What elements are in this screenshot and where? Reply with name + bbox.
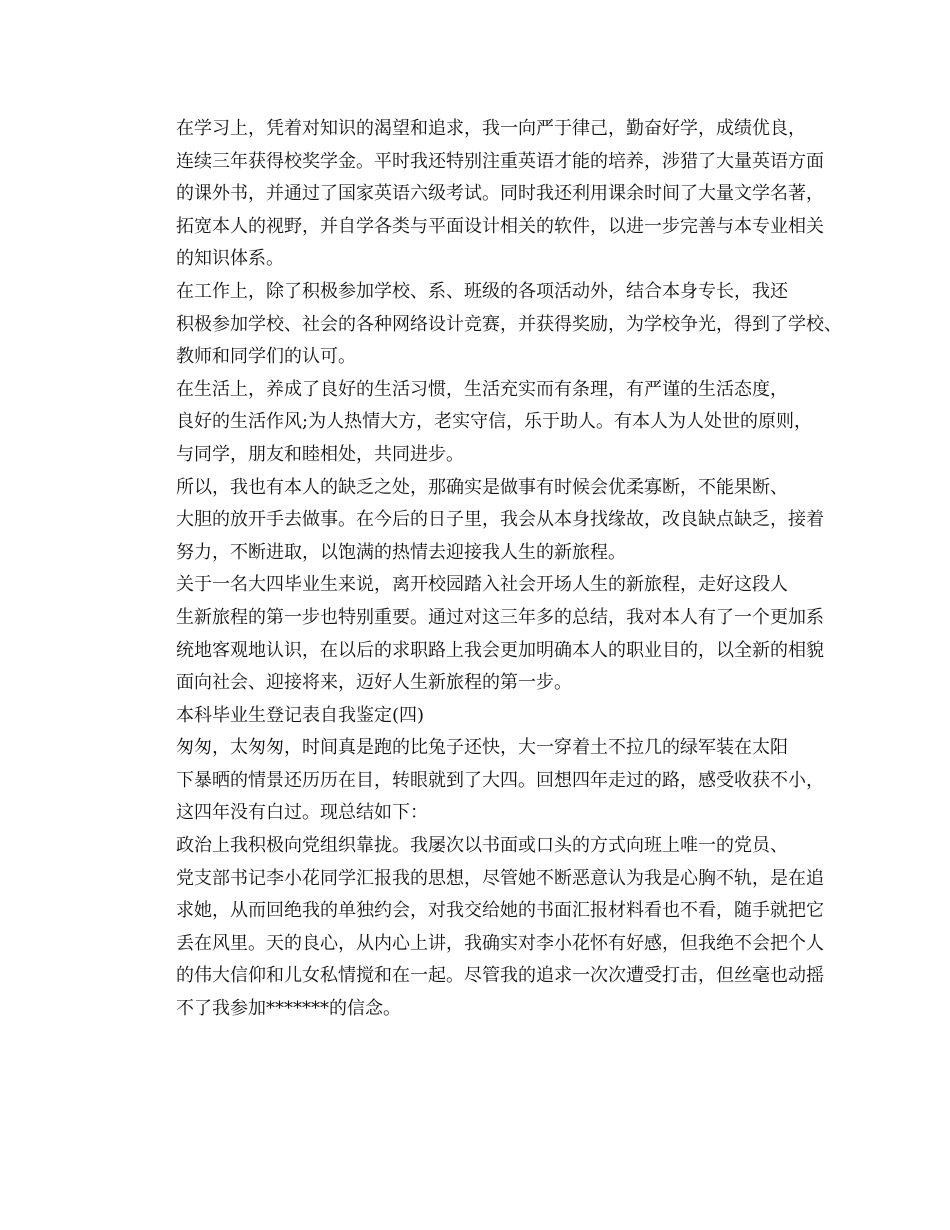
text-line: 本科毕业生登记表自我鉴定(四) [176,704,425,726]
paragraph [140,374,840,472]
text-line: 丢在风里。天的良心，从内心上讲，我确实对李小花怀有好感，但我绝不会把个人 [176,932,824,954]
text-line: 大胆的放开手去做事。在今后的日子里，我会从本身找缘故，改良缺点缺乏，接着 [176,509,824,531]
text-line: 匆匆，太匆匆，时间真是跑的比兔子还快，大一穿着土不拉几的绿军装在太阳 [176,737,788,759]
text-line: 下暴晒的情景还历历在目，转眼就到了大四。回想四年走过的路，感受收获不小， [176,769,824,791]
text-line: 统地客观地认识，在以后的求职路上我会更加明确本人的职业目的，以全新的相貌 [176,639,824,661]
text-line: 与同学，朋友和睦相处，共同进步。 [176,443,464,465]
text-line: 连续三年获得校奖学金。平时我还特别注重英语才能的培养，涉猎了大量英语方面 [176,150,824,172]
paragraph [140,276,840,374]
text-line: 不了我参加*******的信念。 [176,998,401,1020]
paragraph [140,472,840,570]
text-line: 的知识体系。 [176,248,284,270]
text-line: 关于一名大四毕业生来说，离开校园踏入社会开场人生的新旅程，走好这段人 [176,574,788,596]
text-line: 面向社会、迎接将来，迈好人生新旅程的第一步。 [176,672,572,694]
text-line: 在学习上，凭着对知识的渴望和追求，我一向严于律己，勤奋好学，成绩优良， [176,118,806,139]
text-line: 的伟大信仰和儿女私情搅和在一起。尽管我的追求一次次遭受打击，但丝毫也动摇 [176,965,824,987]
paragraph [140,113,840,276]
paragraph [140,569,840,699]
text-line: 党支部书记李小花同学汇报我的思想，尽管她不断恶意认为我是心胸不轨，是在追 [176,867,824,889]
paragraph [140,700,840,733]
text-line: 拓宽本人的视野，并自学各类与平面设计相关的软件，以进一步完善与本专业相关 [176,215,824,237]
text-line: 在工作上，除了积极参加学校、系、班级的各项活动外，结合本身专长，我还 [176,280,788,302]
text-line: 这四年没有白过。现总结如下： [176,802,428,824]
document-body [140,113,840,1026]
text-line: 在生活上，养成了良好的生活习惯，生活充实而有条理，有严谨的生活态度， [176,378,788,400]
paragraph [140,830,840,1026]
text-line: 积极参加学校、社会的各种网络设计竞赛，并获得奖励，为学校争光，得到了学校、 [176,313,842,335]
text-line: 求她，从而回绝我的单独约会，对我交给她的书面汇报材料看也不看，随手就把它 [176,900,824,922]
text-line: 努力，不断进取，以饱满的热情去迎接我人生的新旅程。 [176,541,626,563]
text-line: 生新旅程的第一步也特别重要。通过对这三年多的总结，我对本人有了一个更加系 [176,606,824,628]
text-line: 的课外书，并通过了国家英语六级考试。同时我还利用课余时间了大量文学名著， [176,183,824,205]
text-line: 政治上我积极向党组织靠拢。我屡次以书面或口头的方式向班上唯一的党员、 [176,835,788,857]
text-line: 教师和同学们的认可。 [176,346,356,368]
text-line: 良好的生活作风;为人热情大方，老实守信，乐于助人。有本人为人处世的原则， [176,411,813,433]
paragraph [140,732,840,830]
text-line: 所以，我也有本人的缺乏之处，那确实是做事有时候会优柔寡断，不能果断、 [176,476,788,498]
